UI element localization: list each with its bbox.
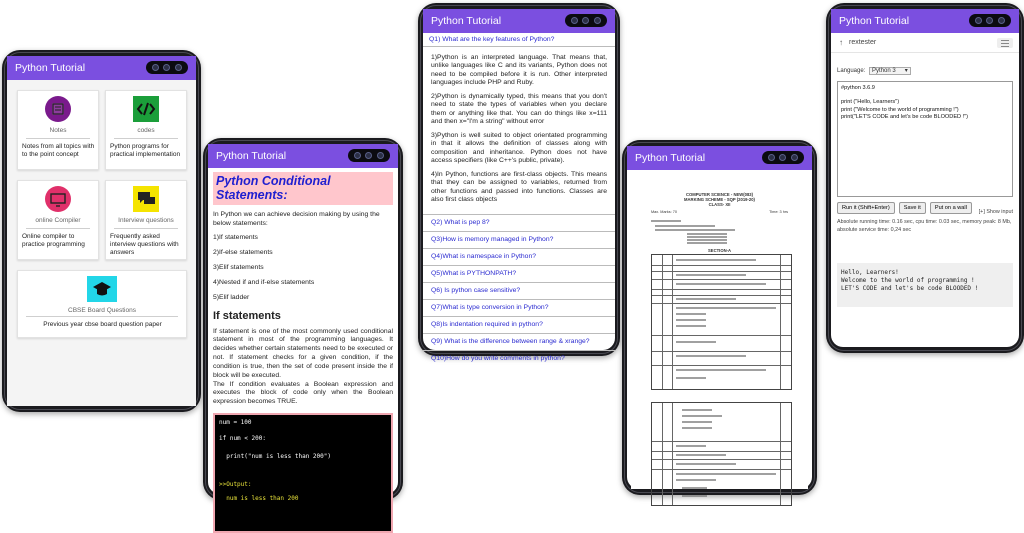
app-title: Python Tutorial xyxy=(15,62,86,74)
notes-icon xyxy=(43,95,73,123)
tile-description: Online compiler to practice programming xyxy=(22,233,85,249)
lesson-paragraph: The If condition evaluates a Boolean expression and executes the block of code only when the Boolean expression becomes TRUE. xyxy=(213,380,393,406)
code-line-blank xyxy=(841,92,1009,99)
code-line: print ("Hello, Learners") xyxy=(841,99,900,106)
save-button[interactable]: Save it xyxy=(899,202,926,214)
lesson-heading: Python Conditional Statements: xyxy=(213,172,393,205)
output-label: >>Output: xyxy=(219,481,252,488)
app-title: Python Tutorial xyxy=(635,152,706,164)
output-panel xyxy=(837,263,1013,307)
output-line: LET'S CODE and let's be code BLOODED ! xyxy=(841,285,979,293)
tile-description: Previous year cbse board question paper xyxy=(43,321,162,328)
code-line: if num < 200: xyxy=(219,435,266,442)
output-line: Welcome to the world of programming ! xyxy=(841,277,975,285)
code-block xyxy=(213,413,393,533)
divider xyxy=(114,138,178,139)
list-item: 4)Nested if and if-else statements xyxy=(213,278,315,286)
tile-label: online Compiler xyxy=(35,217,81,224)
divider xyxy=(26,138,90,139)
camera-cutout xyxy=(348,149,390,162)
question-expanded[interactable]: Q1) What are the key features of Python? xyxy=(423,33,615,47)
code-line: print("num is less than 200") xyxy=(219,453,331,460)
list-item: 3)Elif statements xyxy=(213,264,264,272)
camera-cutout xyxy=(762,151,804,164)
tile-interview-questions[interactable] xyxy=(105,180,187,260)
tile-description: Notes from all topics with to the point concept xyxy=(22,143,95,159)
stats-text: Absolute running time: 0.16 sec, cpu time: 0.03 sec, memory peak: 8 Mb, absolute service time: 0,24 sec xyxy=(837,219,1012,233)
divider xyxy=(26,316,178,317)
app-bar xyxy=(423,9,615,33)
tile-description: Frequently asked interview questions with answers xyxy=(110,233,179,257)
phone-online-compiler xyxy=(826,3,1024,353)
output-line: Hello, Learners! xyxy=(841,269,899,276)
tile-online-compiler[interactable] xyxy=(17,180,99,260)
home-grid xyxy=(7,80,196,406)
language-label: Language: xyxy=(837,68,866,74)
answer-panel xyxy=(423,47,615,207)
time-allowed: Time: 3 hrs xyxy=(769,210,788,214)
section-heading: SECTION-A xyxy=(707,248,732,253)
tile-label: codes xyxy=(137,127,155,134)
code-line: print ("Welcome to the world of programming !") xyxy=(841,106,959,113)
code-icon xyxy=(131,95,161,123)
lesson-paragraph: If statement is one of the most commonly used conditional statement in most of the programming languages. It decides whether certain statements need to be executed or not. If statement checks for a given condition, if the condition is true, then the set of code present inside the if block will be executed. xyxy=(213,327,393,379)
app-bar xyxy=(627,146,812,170)
chat-icon xyxy=(131,185,161,213)
app-title: Python Tutorial xyxy=(839,15,910,27)
code-line: print("LET'S CODE and let's be code BLOODED !") xyxy=(841,113,969,120)
answer-paragraph: 3)Python is well suited to object orientated programming in that it allows the definition of classes along with composition and inheritance. Python does not have access specifiers (like C++'s public, private). xyxy=(431,131,607,165)
question-item[interactable]: Q2) What is pep 8? xyxy=(423,214,615,231)
tile-codes[interactable] xyxy=(105,90,187,170)
tile-cbse-board-questions[interactable] xyxy=(17,270,187,338)
put-on-wall-button[interactable]: Put on a wall xyxy=(930,202,972,214)
lesson-content xyxy=(208,168,398,502)
tile-description: Python programs for practical implementation xyxy=(110,143,181,159)
paper-title: CLASS- XII xyxy=(708,202,731,208)
answer-paragraph: 4)In Python, functions are first-class objects. This means that they can be assigned to variables, returned from other functions and passed into functions. Classes are also first class objects xyxy=(431,170,607,204)
monitor-icon xyxy=(43,185,73,213)
interview-screen xyxy=(423,9,615,362)
paper-title: MARKING SCHEME - SQP (2019-20) xyxy=(684,197,755,203)
home-screen xyxy=(7,56,196,406)
phone-interview-questions xyxy=(418,3,620,362)
divider xyxy=(114,228,178,229)
marking-table xyxy=(651,254,792,390)
menu-icon[interactable] xyxy=(997,38,1013,48)
answer-paragraph: 2)Python is dynamically typed, this means that you don't need to state the types of variables when you declare them or anything like that. You can do things like x=111 and then x="I'm a string" without error xyxy=(431,92,607,126)
webview-header xyxy=(831,33,1019,53)
phone-conditional-statements xyxy=(203,138,403,500)
compiler-screen xyxy=(831,9,1019,347)
question-item[interactable]: Q9) What is the difference between range & xrange? xyxy=(423,333,615,350)
question-item[interactable]: Q8)Is indentation required in python? xyxy=(423,316,615,333)
site-name: rextester xyxy=(849,39,877,46)
code-line: #python 3.6.9 xyxy=(841,85,875,91)
camera-cutout xyxy=(146,61,188,74)
code-editor[interactable] xyxy=(837,81,1013,197)
question-item[interactable]: Q5)What is PYTHONPATH? xyxy=(423,265,615,282)
run-button[interactable]: Run it (Shift+Enter) xyxy=(837,202,895,214)
list-item: 5)Elif ladder xyxy=(213,293,250,301)
list-item: 1)If statements xyxy=(213,234,258,242)
app-title: Python Tutorial xyxy=(216,150,287,162)
app-bar xyxy=(831,9,1019,33)
paper-title: COMPUTER SCIENCE - NEW(083) xyxy=(685,192,753,197)
graduation-cap-icon xyxy=(87,275,117,303)
app-title: Python Tutorial xyxy=(431,15,502,27)
phone-home xyxy=(2,50,201,412)
app-bar xyxy=(7,56,196,80)
question-item[interactable]: Q10)How do you write comments in python? xyxy=(423,350,615,367)
code-line: num = 100 xyxy=(219,419,252,426)
marking-table xyxy=(651,402,792,506)
question-item[interactable]: Q7)What is type conversion in Python? xyxy=(423,299,615,316)
answer-paragraph: 1)Python is an interpreted language. That means that, unlike languages like C and its variants, Python does not need to be compiled before it is run. Other interpreted languages include PHP and Ruby. xyxy=(431,54,607,87)
camera-cutout xyxy=(969,14,1011,27)
camera-cutout xyxy=(565,14,607,27)
output-line: num is less than 200 xyxy=(219,495,299,502)
lesson-intro: In Python we can achieve decision making by using the below statements: xyxy=(213,210,380,227)
paper-screen xyxy=(627,146,812,489)
show-input-link[interactable]: [+] Show input xyxy=(978,209,1013,215)
divider xyxy=(26,228,90,229)
tile-label: CBSE Board Questions xyxy=(68,307,136,314)
conditional-screen xyxy=(208,144,398,502)
up-arrow-icon[interactable]: ↑ xyxy=(839,38,843,47)
app-bar xyxy=(208,144,398,168)
question-paper-document[interactable] xyxy=(631,172,808,489)
execution-stats xyxy=(837,209,1013,234)
phone-cbse-paper xyxy=(622,140,817,495)
question-item[interactable]: Q6) Is python case sensitive? xyxy=(423,282,615,299)
question-item[interactable]: Q3)How is memory managed in Python? xyxy=(423,231,615,248)
list-item: 2)If-else statements xyxy=(213,249,273,257)
tile-label: Notes xyxy=(49,127,67,134)
language-select[interactable]: Python 3 ▾ xyxy=(869,67,911,75)
max-marks: Max. Marks: 70 xyxy=(651,210,677,214)
language-selector xyxy=(837,67,911,75)
question-item[interactable]: Q4)What is namespace in Python? xyxy=(423,248,615,265)
tile-notes[interactable] xyxy=(17,90,99,170)
lesson-subheading: If statements xyxy=(213,309,281,322)
question-list xyxy=(423,33,615,362)
tile-label: Interview questions xyxy=(118,217,174,224)
